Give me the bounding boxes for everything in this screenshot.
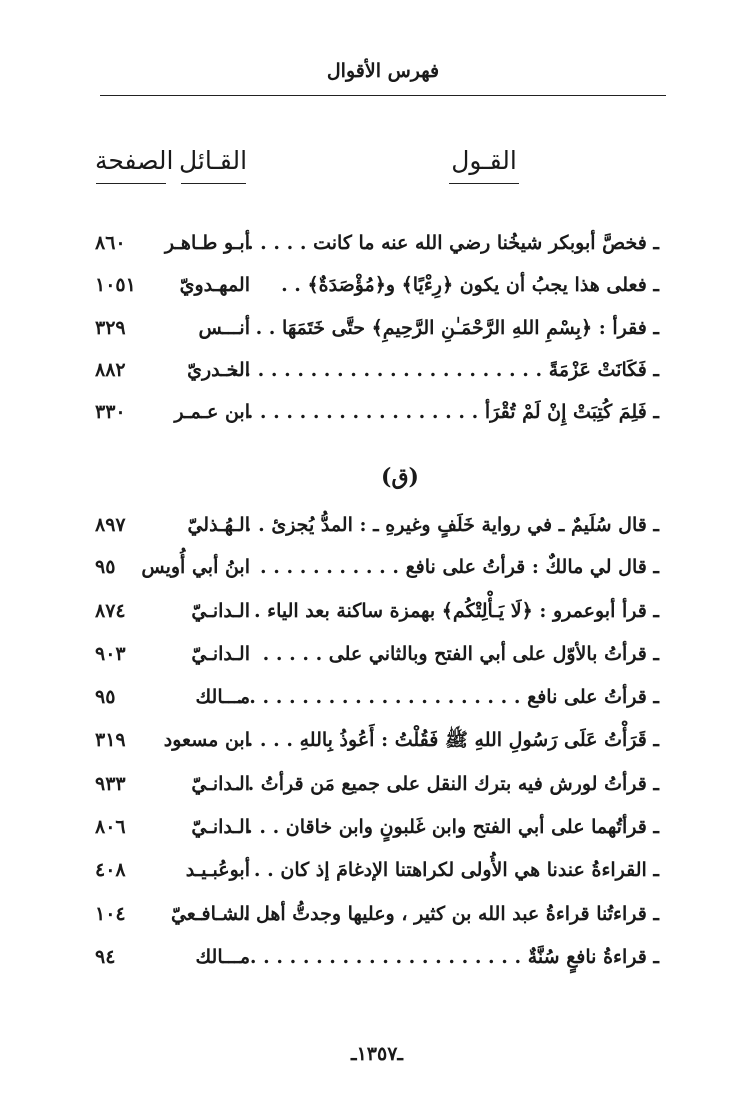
quote-text: ـ فعلى هذا يجبُ أن يكون ﴿رِءْيًا﴾ و﴿مُؤْصَدَةٌ﴾ . . (281, 274, 659, 296)
index-row (95, 637, 659, 671)
speaker-name: ابن مسعود (163, 729, 250, 751)
index-row (95, 594, 659, 628)
quote-text: ـ قَرَأْتُ عَلَى رَسُولِ اللهِ ﷺ فَقُلْتُ : أَعُوذُ بِاللهِ . . . . . (233, 729, 659, 751)
speaker-name: الشـافـعيّ (170, 903, 250, 925)
quote-text: ـ قراءةُ نافعٍ سُنَّةٌ . . . . . . . . . . . . . . . . . . . . . (249, 946, 659, 968)
index-row (95, 897, 659, 931)
page-reference: ٣٣٠ (95, 401, 126, 423)
column-header-page-label: الصفحة (95, 146, 174, 175)
quote-text: ـ فَكَانَتْ عَزْمَةً . . . . . . . . . . . . . . . . . . . . . . . . (231, 359, 659, 381)
page-reference: ١٠٤ (95, 903, 126, 925)
speaker-name: مـــالك (195, 946, 250, 968)
page-title: فهرس الأقوال (326, 60, 440, 82)
speaker-name: الـدانـيّ (191, 643, 250, 665)
index-row (95, 508, 659, 542)
quote-text: ـ قراءتُنا قراءةُ عبد الله بن كثير ، وعليها وجدتُّ أهل . . (229, 903, 659, 925)
page-reference: ٩٤ (95, 946, 116, 968)
index-row (95, 268, 659, 302)
speaker-name: الخـدريّ (187, 359, 250, 381)
index-row (95, 723, 659, 757)
index-row (95, 353, 659, 387)
section-letter-heading: (ق) (381, 464, 419, 490)
speaker-name: أبـو طـاهـر (164, 232, 250, 254)
index-row (95, 550, 659, 584)
speaker-name: أبوعُبـيـد (185, 859, 250, 881)
page-reference: ٨٨٢ (95, 359, 126, 381)
speaker-name: المهـدويّ (179, 274, 250, 296)
index-row (95, 767, 659, 801)
page-reference: ٤٠٨ (95, 859, 126, 881)
speaker-name: أنـــس (198, 317, 250, 339)
index-row (95, 810, 659, 844)
page-reference: ٨٦٠ (95, 232, 126, 254)
page-number: ـ١٣٥٧ـ (351, 1043, 403, 1065)
speaker-name: الـهُـذليّ (187, 514, 250, 536)
quote-text: ـ قرأتُ بالأوّل على أبي الفتح وبالثاني على . . . . . (262, 643, 659, 665)
page-reference: ٨٧٤ (95, 600, 126, 622)
index-row (95, 940, 659, 974)
index-row (95, 680, 659, 714)
column-header-quote-label: القـول (451, 146, 517, 175)
speaker-name: الـدانـيّ (191, 816, 250, 838)
index-row (95, 395, 659, 429)
quote-text: ـ قرأتُ لورش فيه بترك النقل على جميع مَن قرأتُ . . (234, 773, 659, 795)
quote-text: ـ قرأتُ على نافع . . . . . . . . . . . . . . . . . . . . . . (236, 686, 659, 708)
speaker-name: ابنُ أبي أُويس (141, 556, 250, 578)
quote-text: ـ قال سُلَيمٌ ـ في رواية خَلَفٍ وغيرهِ ـ : المدُّ يُجزئ . . (244, 514, 659, 536)
page-reference: ٩٣٣ (95, 773, 126, 795)
quote-text: ـ قرأتُهما على أبي الفتح وابن غَلبونٍ وابن خاقان . . . (246, 816, 659, 838)
quote-text: ـ فخصَّ أبوبكر شيخُنا رضي الله عنه ما كانت . . . . . (246, 232, 659, 254)
page-reference: ٣١٩ (95, 729, 126, 751)
page-reference: ٩٥ (95, 686, 116, 708)
quote-text: ـ القراءةُ عندنا هي الأُولى لكراهتنا الإدغامَ إذ كان . . (253, 859, 659, 881)
page-reference: ٨٩٧ (95, 514, 126, 536)
speaker-name: ابن عـمـر (174, 401, 250, 423)
quote-text: ـ فَلِمَ كُتِبَتْ إِنْ لَمْ تُقْرَأ . . . . . . . . . . . . . . . . . . (246, 401, 659, 423)
speaker-name: الـدانـيّ (191, 773, 250, 795)
page-reference: ١٠٥١ (95, 274, 136, 296)
index-row (95, 311, 659, 345)
page-reference: ٣٢٩ (95, 317, 126, 339)
quote-text: ـ فقرأ : ﴿بِسْمِ اللهِ الرَّحْمَـٰنِ الرَّحِيمِ﴾ حتَّى خَتَمَهَا . . (255, 317, 659, 339)
index-row (95, 853, 659, 887)
speaker-name: الـدانـيّ (191, 600, 250, 622)
page-reference: ٩٠٣ (95, 643, 126, 665)
quote-text: ـ قرأ أبوعمرو : ﴿لَا يَـأْلِتْكُم﴾ بهمزة ساكنة بعد الياء . (253, 600, 659, 622)
speaker-name: مـــالك (195, 686, 250, 708)
page-reference: ٨٠٦ (95, 816, 126, 838)
quote-text: ـ قال لي مالكٌ : قرأتُ على نافع . . . . . . . . . . . (260, 556, 659, 578)
column-header-speaker-label: القـائل (178, 146, 248, 175)
page-reference: ٩٥ (95, 556, 116, 578)
index-row (95, 226, 659, 260)
